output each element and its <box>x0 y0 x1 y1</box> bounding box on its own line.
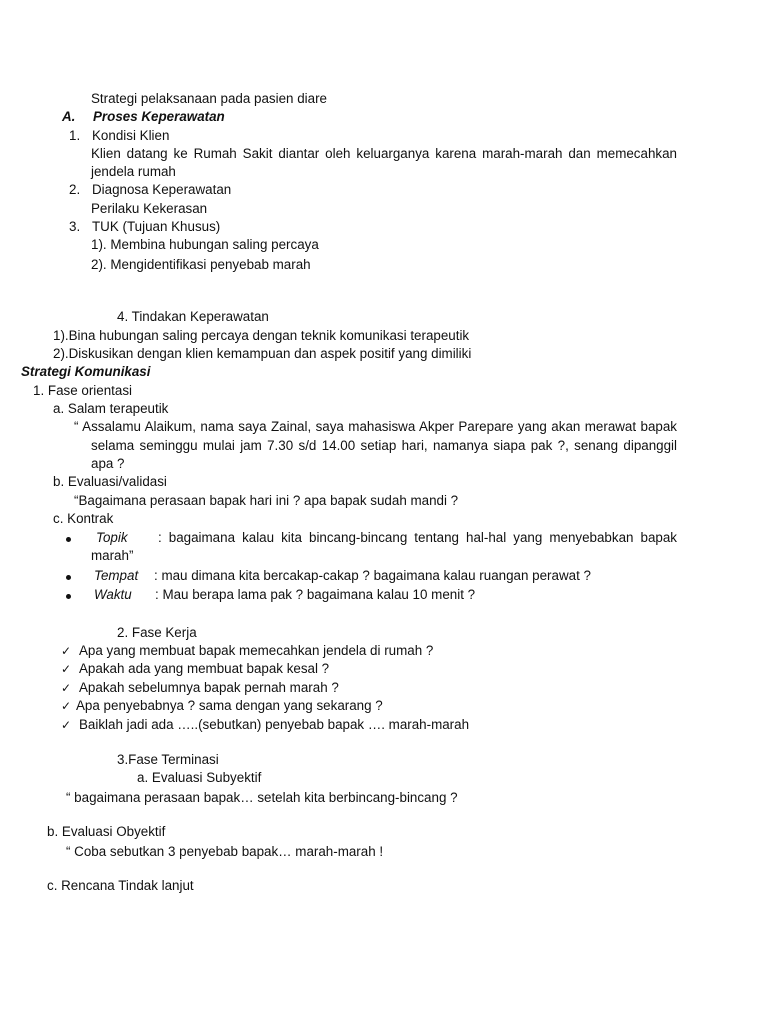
bullet-icon <box>66 537 71 542</box>
salam-line-1: “ Assalamu Alaikum, nama saya Zainal, saya mahasiswa Akper Parepare yang akan merawat bapak <box>74 419 677 434</box>
kerja-item-1: Apa yang membuat bapak memecahkan jendela di rumah ? <box>79 643 434 658</box>
kerja-item-3: Apakah sebelumnya bapak pernah marah ? <box>79 680 339 695</box>
kerja-item-4: Apa penyebabnya ? sama dengan yang sekarang ? <box>76 698 383 713</box>
kerja-item-2: Apakah ada yang membuat bapak kesal ? <box>79 661 330 676</box>
subyektif-label: a. Evaluasi Subyektif <box>137 770 262 785</box>
evaluasi-label: b. Evaluasi/validasi <box>53 474 167 489</box>
fase-kerja-heading: 2. Fase Kerja <box>117 625 197 640</box>
item-2-number: 2. <box>69 182 81 197</box>
obyektif-text: “ Coba sebutkan 3 penyebab bapak… marah-marah ! <box>66 844 384 859</box>
item-3-line-2: 2). Mengidentifikasi penyebab marah <box>91 257 311 272</box>
kontrak-waktu-text: : Mau berapa lama pak ? bagaimana kalau 10 menit ? <box>155 587 476 602</box>
evaluasi-text: “Bagaimana perasaan bapak hari ini ? apa bapak sudah mandi ? <box>74 493 459 508</box>
fase-orientasi-heading: 1. Fase orientasi <box>33 383 132 398</box>
section-a-title: Proses Keperawatan <box>93 109 225 124</box>
item-2-line-1: Perilaku Kekerasan <box>91 201 208 216</box>
kontrak-label: c. Kontrak <box>53 511 114 526</box>
check-icon: ✓ <box>61 662 72 676</box>
item-3-line-1: 1). Membina hubungan saling percaya <box>91 237 319 252</box>
obyektif-label: b. Evaluasi Obyektif <box>47 824 166 839</box>
item-3-number: 3. <box>69 219 81 234</box>
strategi-heading: Strategi Komunikasi <box>21 364 151 379</box>
check-icon: ✓ <box>61 718 72 732</box>
kontrak-tempat-text: : mau dimana kita bercakap-cakap ? bagaimana kalau ruangan perawat ? <box>154 568 591 583</box>
section-a-label: A. <box>62 109 76 124</box>
kerja-item-5: Baiklah jadi ada …..(sebutkan) penyebab bapak …. marah-marah <box>79 717 470 732</box>
document-title-line: Strategi pelaksanaan pada pasien diare <box>91 91 327 106</box>
rencana-label: c. Rencana Tindak lanjut <box>47 878 194 893</box>
check-icon: ✓ <box>61 644 72 658</box>
item-1-line-2: jendela rumah <box>91 164 176 179</box>
salam-label: a. Salam terapeutik <box>53 401 169 416</box>
item-3-heading: TUK (Tujuan Khusus) <box>92 219 221 234</box>
kontrak-tempat-term: Tempat <box>94 568 139 583</box>
item-1-line-1: Klien datang ke Rumah Sakit diantar oleh keluarganya karena marah-marah dan memecahkan <box>91 146 677 161</box>
bullet-icon <box>66 575 71 580</box>
item-2-heading: Diagnosa Keperawatan <box>92 182 232 197</box>
tindakan-heading: 4. Tindakan Keperawatan <box>117 309 269 324</box>
tindakan-line-1: 1).Bina hubungan saling percaya dengan teknik komunikasi terapeutik <box>53 328 470 343</box>
kontrak-topik-text: : bagaimana kalau kita bincang-bincang tentang hal-hal yang menyebabkan bapak <box>158 530 677 545</box>
kontrak-topik-term: Topik <box>96 530 128 545</box>
check-icon: ✓ <box>61 699 72 713</box>
salam-line-3: apa ? <box>91 456 125 471</box>
tindakan-line-2: 2).Diskusikan dengan klien kemampuan dan aspek positif yang dimiliki <box>53 346 472 361</box>
kontrak-topik-cont: marah” <box>91 548 134 563</box>
fase-terminasi-heading: 3.Fase Terminasi <box>117 752 219 767</box>
item-1-number: 1. <box>69 128 81 143</box>
kontrak-waktu-term: Waktu <box>94 587 132 602</box>
bullet-icon <box>66 594 71 599</box>
salam-line-2: selama seminggu mulai jam 7.30 s/d 14.00 setiap hari, namanya siapa pak ?, senang dipanggil <box>91 438 677 453</box>
item-1-heading: Kondisi Klien <box>92 128 170 143</box>
subyektif-text: “ bagaimana perasaan bapak… setelah kita berbincang-bincang ? <box>66 790 458 805</box>
check-icon: ✓ <box>61 681 72 695</box>
